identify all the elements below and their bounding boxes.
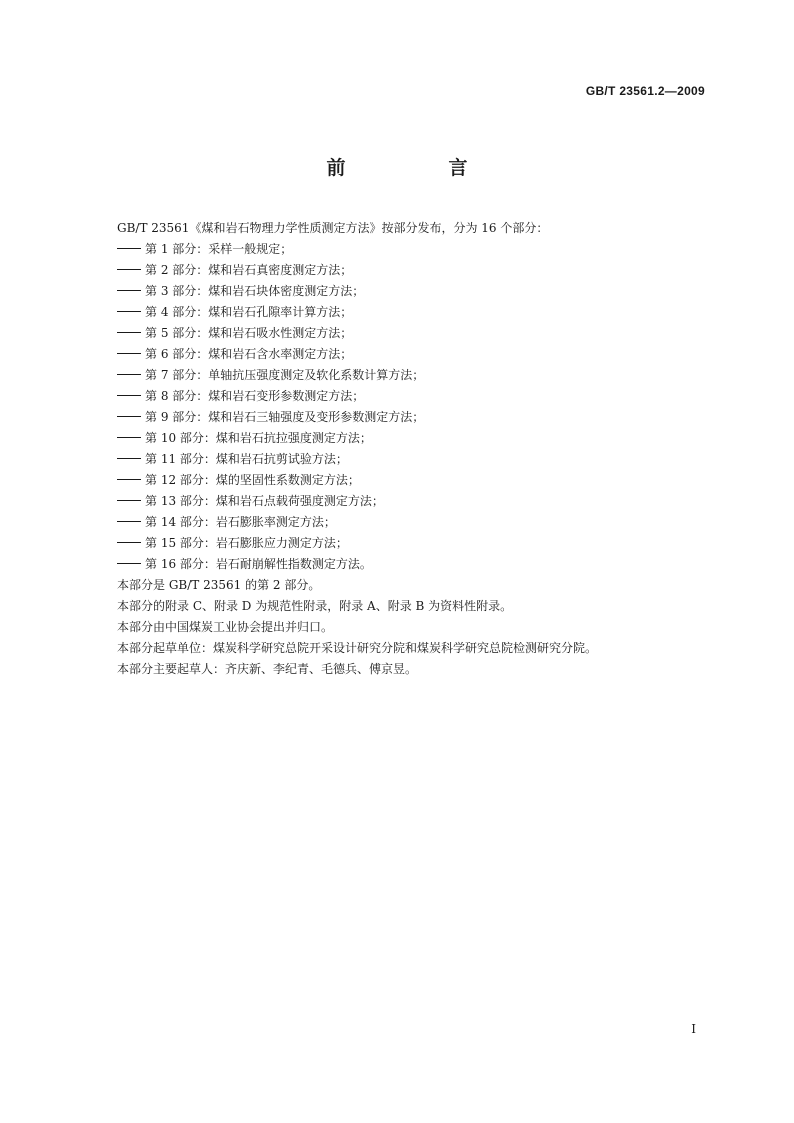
list-item — [117, 239, 707, 260]
list-item — [117, 407, 707, 428]
dash-bullet — [117, 269, 141, 270]
document-body — [117, 218, 707, 680]
parts-list — [117, 239, 707, 575]
dash-bullet — [117, 311, 141, 312]
list-item — [117, 344, 707, 365]
list-item — [117, 281, 707, 302]
list-item-text: 第 8 部分：煤和岩石变形参数测定方法； — [145, 389, 365, 403]
list-item-text: 第 15 部分：岩石膨胀应力测定方法； — [145, 536, 348, 550]
list-item-text: 第 7 部分：单轴抗压强度测定及软化系数计算方法； — [145, 368, 425, 382]
list-item-text: 第 11 部分：煤和岩石抗剪试验方法； — [145, 452, 348, 466]
list-item — [117, 449, 707, 470]
dash-bullet — [117, 521, 141, 522]
list-item-text: 第 16 部分：岩石耐崩解性指数测定方法。 — [145, 557, 372, 571]
dash-bullet — [117, 542, 141, 543]
list-item — [117, 302, 707, 323]
dash-bullet — [117, 416, 141, 417]
list-item-text: 第 10 部分：煤和岩石抗拉强度测定方法； — [145, 431, 372, 445]
list-item — [117, 260, 707, 281]
dash-bullet — [117, 458, 141, 459]
list-item — [117, 365, 707, 386]
paragraph-appendix-note: 本部分的附录 C、附录 D 为规范性附录，附录 A、附录 B 为资料性附录。 — [117, 599, 513, 613]
list-item — [117, 428, 707, 449]
paragraph-drafting-units: 本部分起草单位：煤炭科学研究总院开采设计研究分院和煤炭科学研究总院检测研究分院。 — [117, 641, 598, 655]
list-item-text: 第 9 部分：煤和岩石三轴强度及变形参数测定方法； — [145, 410, 425, 424]
list-item-text: 第 14 部分：岩石膨胀率测定方法； — [145, 515, 336, 529]
dash-bullet — [117, 332, 141, 333]
list-item-text: 第 1 部分：采样一般规定； — [145, 242, 293, 256]
list-item-text: 第 13 部分：煤和岩石点载荷强度测定方法； — [145, 494, 384, 508]
paragraph-proposer: 本部分由中国煤炭工业协会提出并归口。 — [117, 620, 334, 634]
dash-bullet — [117, 395, 141, 396]
dash-bullet — [117, 353, 141, 354]
page-number: I — [691, 1022, 696, 1036]
list-item-text: 第 5 部分：煤和岩石吸水性测定方法； — [145, 326, 353, 340]
paragraph-drafters: 本部分主要起草人：齐庆新、李纪青、毛德兵、傅京昱。 — [117, 662, 418, 676]
dash-bullet — [117, 500, 141, 501]
dash-bullet — [117, 248, 141, 249]
intro-paragraph: GB/T 23561《煤和岩石物理力学性质测定方法》按部分发布，分为 16 个部分： — [117, 221, 549, 235]
dash-bullet — [117, 563, 141, 564]
list-item — [117, 512, 707, 533]
list-item — [117, 323, 707, 344]
dash-bullet — [117, 374, 141, 375]
list-item-text: 第 2 部分：煤和岩石真密度测定方法； — [145, 263, 353, 277]
list-item — [117, 491, 707, 512]
list-item-text: 第 12 部分：煤的坚固性系数测定方法； — [145, 473, 360, 487]
dash-bullet — [117, 437, 141, 438]
list-item — [117, 554, 707, 575]
page-title: 前 言 — [326, 157, 510, 179]
dash-bullet — [117, 290, 141, 291]
list-item — [117, 470, 707, 491]
standard-code: GB/T 23561.2—2009 — [585, 84, 705, 98]
list-item — [117, 533, 707, 554]
list-item — [117, 386, 707, 407]
dash-bullet — [117, 479, 141, 480]
list-item-text: 第 6 部分：煤和岩石含水率测定方法； — [145, 347, 353, 361]
list-item-text: 第 3 部分：煤和岩石块体密度测定方法； — [145, 284, 365, 298]
list-item-text: 第 4 部分：煤和岩石孔隙率计算方法； — [145, 305, 353, 319]
paragraph-part-statement: 本部分是 GB/T 23561 的第 2 部分。 — [117, 578, 321, 592]
